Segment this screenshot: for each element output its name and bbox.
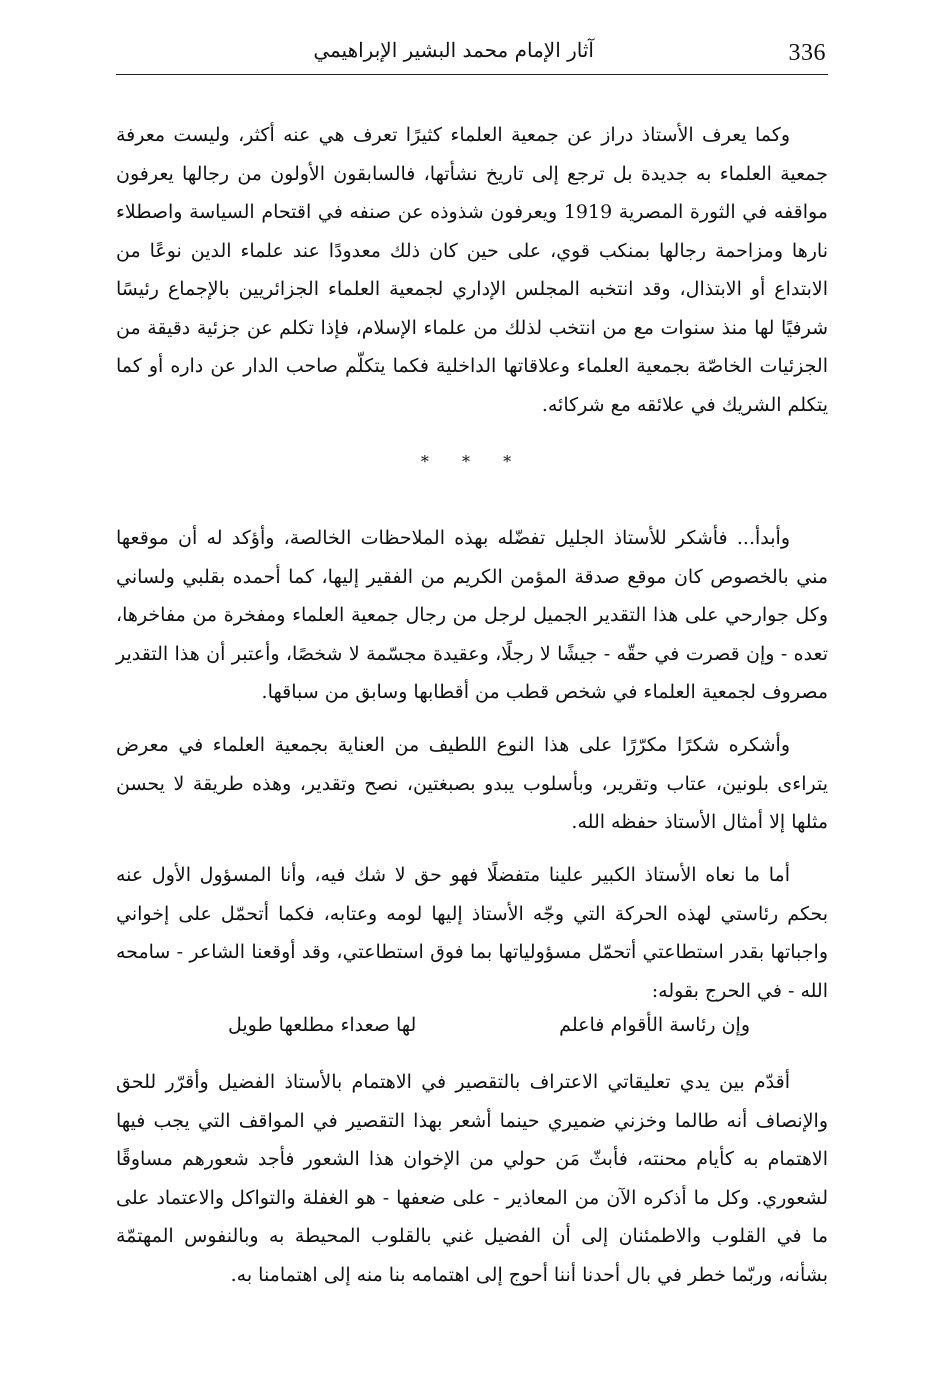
- paragraph-text: وأبدأ... فأشكر للأستاذ الجليل تفضّله بهذه الملاحظات الخالصة، وأؤكد له أن موقعها مني بالخصوص كان موقع صدقة المؤمن الكريم من الفقير إليها، كما أحمده بقلبي ولساني وكل جوارحي على هذا التقدير الجميل لرجل من رجال جمعية العلماء ومفخرة من مفاخرها، تعده - وإن قصرت في حقّه - جيشًا لا رجلًا، وعقيدة مجسّمة لا شخصًا، وأعتبر أن هذا التقدير مصروف لجمعية العلماء في شخص قطب من أقطابها وسابق من سباقها.: [116, 527, 828, 703]
- paragraph-text: وأشكره شكرًا مكرّرًا على هذا النوع اللطيف من العناية بجمعية العلماء في معرض يتراءى بلونين، عتاب وتقرير، وبأسلوب يبدو بصبغتين، نصح وتقدير، وهذه طريقة لا يحسن مثلها إلا أمثال الأستاذ حفظه الله.: [116, 734, 828, 833]
- paragraph-text: وكما يعرف الأستاذ دراز عن جمعية العلماء كثيرًا تعرف هي عنه أكثر، وليست معرفة جمعية العلماء به جديدة بل ترجع إلى تاريخ نشأتها، فالسابقون الأولون من رجالها يعرفون مواقفه في الثورة المصرية 1919 ويعرفون شذوذه عن صنفه في اقتحام السياسة واصطلاء نارها ومزاحمة رجالها بمنكب قوي، على حين كان ذلك معدودًا عند علماء الدين نوعًا من الابتداع أو الابتذال، وقد انتخبه المجلس الإداري لجمعية العلماء الجزائريين بالإجماع رئيسًا شرفيًا لها منذ سنوات مع من انتخب لذلك من علماء الإسلام، فإذا تكلم عن جزئية دقيقة من الجزئيات الخاصّة بجمعية العلماء وعلاقاتها الداخلية فكما يتكلّم صاحب الدار عن داره أو كما يتكلم الشريك في علائقه مع شركائه.: [116, 124, 828, 416]
- body-paragraph: [116, 116, 828, 424]
- page-number: 336: [788, 40, 826, 66]
- running-title: آثار الإمام محمد البشير الإبراهيمي: [313, 38, 594, 62]
- header-rule: [116, 74, 828, 75]
- section-separator: * * *: [420, 452, 526, 471]
- running-header: [116, 36, 826, 76]
- poetry-verse: [116, 1014, 828, 1054]
- verse-second-hemistich: لها صعداء مطلعها طويل: [228, 1014, 417, 1036]
- verse-first-hemistich: وإن رئاسة الأقوام فاعلم: [559, 1014, 750, 1036]
- body-paragraph: [116, 1063, 828, 1294]
- body-paragraph: [116, 519, 828, 712]
- paragraph-text: أقدّم بين يدي تعليقاتي الاعتراف بالتقصير في الاهتمام بالأستاذ الفضيل وأقرّر للحق والإنصاف أنه طالما وخزني ضميري حينما أشعر بهذا التقصير في المواقف التي يجب فيها الاهتمام به كأيام محنته، فأبثّ مَن حولي من الإخوان هذا الشعور فأجد شعورهم مساوقًا لشعوري. وكل ما أذكره الآن من المعاذير - على ضعفها - هو الغفلة والتواكل والاعتماد على ما في القلوب والاطمئنان إلى أن الفضيل غني بالقلوب المحيطة به وبالنفوس المهتمّة بشأنه، وربّما خطر في بال أحدنا أننا أحوج إلى اهتمامه بنا منه إلى اهتمامنا به.: [116, 1071, 828, 1286]
- paragraph-text: أما ما نعاه الأستاذ الكبير علينا متفضلًا فهو حق لا شك فيه، وأنا المسؤول الأول عنه بحكم رئاستي لهذه الحركة التي وجّه الأستاذ إليها لومه وعتابه، فكما أتحمّل على إخواني واجباتها بقدر استطاعتي أتحمّل مسؤولياتها بما فوق استطاعتي، وقد أوقعنا الشاعر - سامحه الله - في الحرج بقوله:: [116, 864, 828, 1002]
- body-paragraph: [116, 856, 828, 1010]
- body-paragraph: [116, 726, 828, 842]
